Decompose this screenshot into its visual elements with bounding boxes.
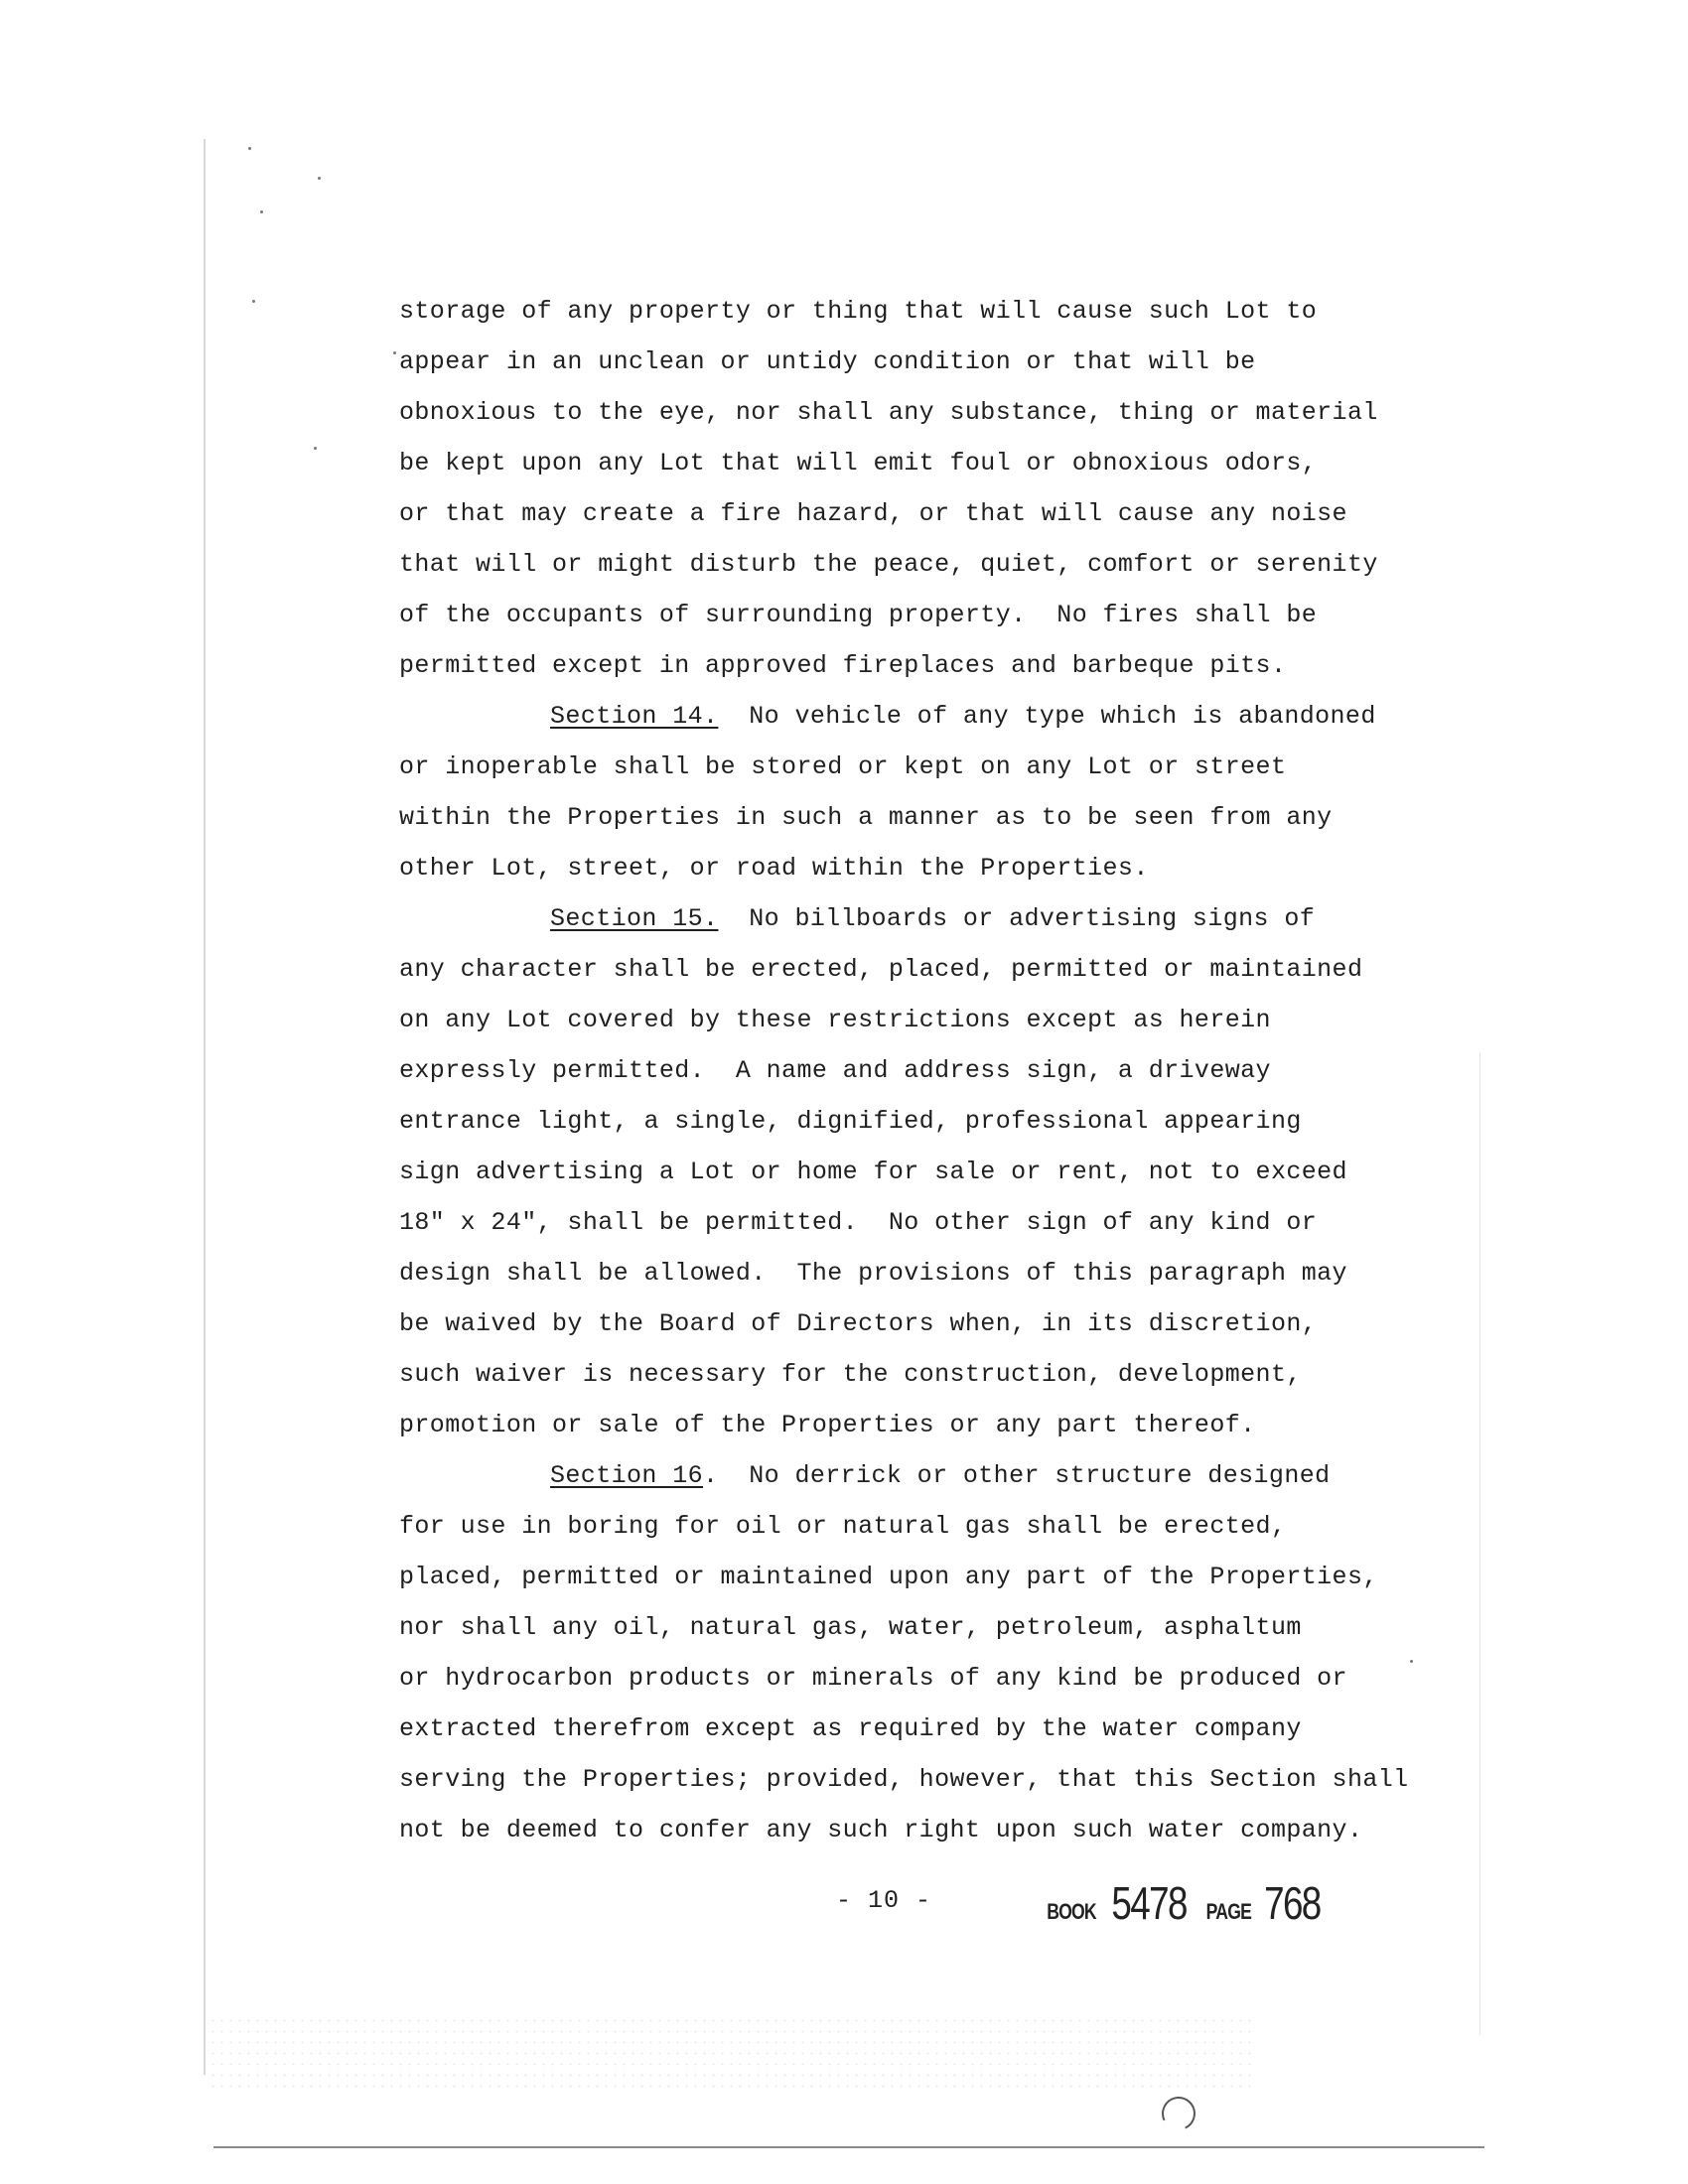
text-line: not be deemed to confer any such right upon such water company. (399, 1816, 1363, 1844)
section-16-line (399, 1450, 1412, 1501)
text-line: or hydrocarbon products or minerals of any kind be produced or (399, 1664, 1347, 1693)
scan-speck (318, 177, 321, 180)
section-16-text: . No derrick or other structure designed (703, 1461, 1331, 1490)
section-15-heading: Section 15. (550, 904, 719, 933)
text-line: within the Properties in such a manner as to be seen from any (399, 803, 1333, 832)
text-line: such waiver is necessary for the construction, development, (399, 1360, 1302, 1389)
page-footer (0, 1876, 1688, 1936)
section-15-line (399, 893, 1412, 944)
text-line: expressly permitted. A name and address sign, a driveway (399, 1056, 1271, 1085)
scan-speck (314, 447, 317, 450)
scan-speck (248, 147, 251, 150)
text-line: design shall be allowed. The provisions of this paragraph may (399, 1259, 1347, 1288)
text-line: serving the Properties; provided, however, that this Section shall (399, 1765, 1409, 1794)
section-16-heading: Section 16 (550, 1461, 704, 1490)
text-line: any character shall be erected, placed, permitted or maintained (399, 955, 1363, 984)
page-number: - 10 - (836, 1886, 932, 1915)
text-line: extracted therefrom except as required by the water company (399, 1714, 1302, 1743)
scan-edge-line (204, 139, 206, 2075)
page-label: PAGE (1205, 1899, 1251, 1924)
book-page-stamp (1041, 1876, 1327, 1930)
text-line: appear in an unclean or untidy condition or that will be (399, 347, 1256, 376)
text-line: 18" x 24", shall be permitted. No other sign of any kind or (399, 1208, 1318, 1237)
text-line: or that may create a fire hazard, or that will cause any noise (399, 499, 1347, 528)
text-line: placed, permitted or maintained upon any part of the Properties, (399, 1563, 1378, 1591)
text-line: of the occupants of surrounding property. No fires shall be (399, 601, 1318, 629)
text-line: nor shall any oil, natural gas, water, petroleum, asphaltum (399, 1613, 1302, 1642)
text-line: entrance light, a single, dignified, professional appearing (399, 1107, 1302, 1136)
section-15-text: No billboards or advertising signs of (718, 904, 1316, 933)
scan-mark (1157, 2092, 1200, 2135)
text-line: or inoperable shall be stored or kept on any Lot or street (399, 752, 1287, 781)
text-line: permitted except in approved fireplaces and barbeque pits. (399, 651, 1287, 680)
section-14-line (399, 691, 1412, 742)
scan-noise (209, 2015, 1251, 2095)
section-14-heading: Section 14. (550, 702, 719, 731)
body-text (399, 286, 1412, 1855)
text-line: promotion or sale of the Properties or any part thereof. (399, 1411, 1256, 1439)
scan-speck (393, 351, 396, 354)
scan-bottom-edge (213, 2146, 1484, 2148)
text-line: obnoxious to the eye, nor shall any substance, thing or material (399, 398, 1378, 427)
scan-speck (260, 210, 263, 213)
text-line: storage of any property or thing that will cause such Lot to (399, 297, 1318, 326)
text-line: other Lot, street, or road within the Properties. (399, 854, 1149, 883)
book-number: 5478 (1111, 1877, 1187, 1929)
text-line: be waived by the Board of Directors when, in its discretion, (399, 1309, 1318, 1338)
book-label: BOOK (1047, 1899, 1096, 1924)
page-reference: 768 (1263, 1877, 1321, 1929)
text-line: for use in boring for oil or natural gas shall be erected, (399, 1512, 1287, 1541)
text-line: be kept upon any Lot that will emit foul or obnoxious odors, (399, 449, 1318, 478)
text-line: on any Lot covered by these restrictions except as herein (399, 1006, 1271, 1034)
text-line: that will or might disturb the peace, quiet, comfort or serenity (399, 550, 1378, 579)
scan-speck (252, 300, 255, 303)
section-14-text: No vehicle of any type which is abandoned (718, 702, 1376, 731)
text-line: sign advertising a Lot or home for sale or rent, not to exceed (399, 1158, 1347, 1186)
